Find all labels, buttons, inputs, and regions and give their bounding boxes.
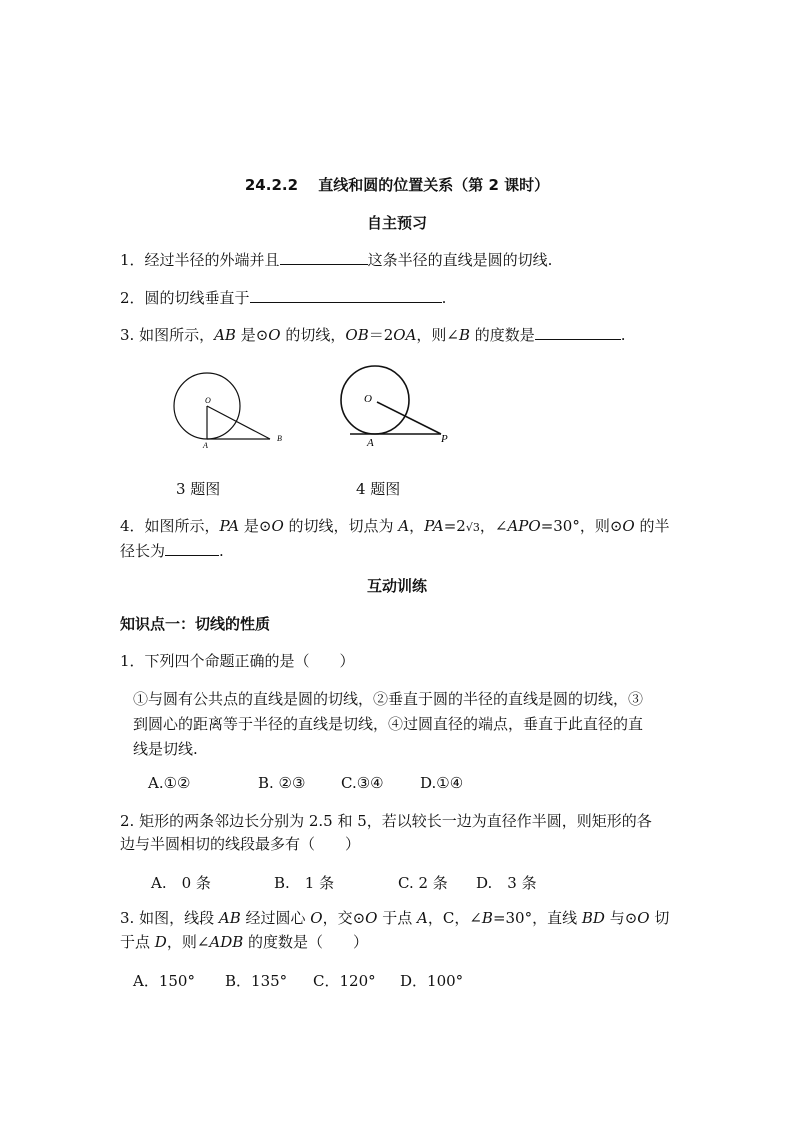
practice-1-body-line: ①与圆有公共点的直线是圆的切线，②垂直于圆的半径的直线是圆的切线，③ [133, 690, 644, 708]
section-heading-preview: 自主预习 [366, 214, 427, 232]
practice-2-line: 边与半圆相切的线段最多有（ ） [120, 835, 361, 853]
option-d[interactable]: D.①④ [420, 774, 464, 792]
practice-3-line-1: 3. 如图，线段 AB 经过圆心 O，交⊙O 于点 A，C，∠B=30°，直线 BD 与⊙O 切 [120, 909, 670, 927]
label-b: B [277, 434, 282, 443]
practice-1-stem: 1．下列四个命题正确的是（ ） [120, 652, 355, 670]
option-d[interactable]: D. 3 条 [476, 874, 537, 892]
question-4-line-2: 径长为 . [120, 542, 224, 560]
answer-blank[interactable] [280, 250, 368, 265]
question-3: 3. 如图所示，AB 是⊙O 的切线，OB＝2OA，则∠B 的度数是 . [120, 326, 626, 344]
label-p: P [441, 433, 448, 445]
segment-ob [207, 406, 270, 439]
figure-3-diagram [165, 368, 300, 453]
label-a: A [367, 437, 374, 449]
option-a[interactable]: A．150° [133, 972, 195, 990]
question-4: 4．如图所示，PA 是⊙O 的切线，切点为 A，PA=2√3，∠APO=30°，则⊙O 的半 [120, 517, 670, 535]
practice-3-line-2: 于点 D，则∠ADB 的度数是（ ） [120, 933, 369, 951]
option-b[interactable]: B．135° [225, 972, 288, 990]
option-b[interactable]: B. 1 条 [274, 874, 335, 892]
practice-1-body-line: 线是切线. [133, 740, 198, 758]
option-a[interactable]: A. 0 条 [151, 874, 211, 892]
label-o: O [364, 393, 372, 405]
practice-2-line: 2. 矩形的两条邻边长分别为 2.5 和 5，若以较长一边为直径作半圆，则矩形的各 [120, 812, 652, 830]
option-b[interactable]: B. ②③ [258, 774, 306, 792]
answer-blank[interactable] [250, 288, 442, 303]
practice-1-body-line: 到圆心的距离等于半径的直线是切线，④过圆直径的端点，垂直于此直径的直 [133, 715, 644, 733]
circle [341, 366, 409, 434]
knowledge-point-heading: 知识点一：切线的性质 [120, 615, 271, 633]
label-o: O [205, 396, 211, 405]
page-title: 24.2.2 直线和圆的位置关系（第 2 课时） [244, 176, 550, 194]
figure-3-caption: 3 题图 [176, 480, 221, 498]
option-c[interactable]: C.③④ [341, 774, 384, 792]
answer-blank[interactable] [165, 541, 219, 556]
question-1: 1．经过半径的外端并且 这条半径的直线是圆的切线. [120, 251, 553, 269]
label-a: A [203, 441, 208, 450]
option-c[interactable]: C．120° [313, 972, 376, 990]
question-2: 2．圆的切线垂直于 . [120, 289, 447, 307]
figure-4-diagram [335, 362, 465, 452]
option-a[interactable]: A.①② [148, 774, 191, 792]
answer-blank[interactable] [535, 325, 621, 340]
option-c[interactable]: C. 2 条 [398, 874, 448, 892]
option-d[interactable]: D．100° [400, 972, 464, 990]
figure-4-caption: 4 题图 [356, 480, 401, 498]
section-heading-practice: 互动训练 [366, 577, 427, 595]
